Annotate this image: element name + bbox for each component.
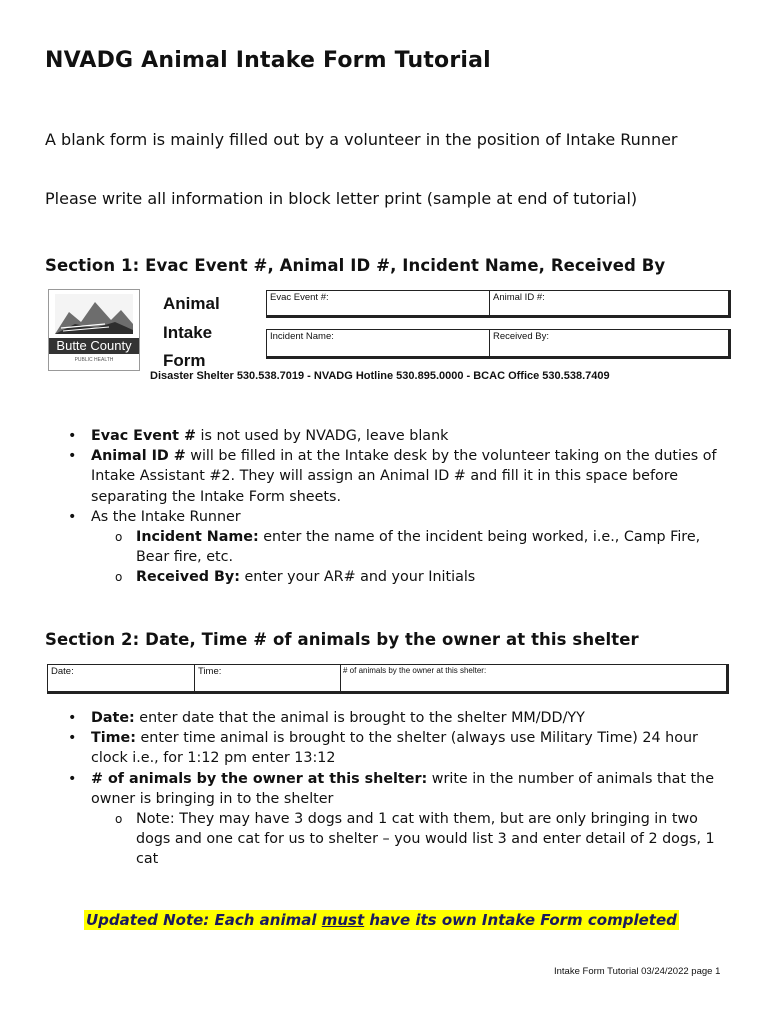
evac-event-label: Evac Event #: [270, 292, 329, 303]
form-word-animal: Animal [163, 294, 220, 313]
logo-subtext: PUBLIC HEALTH [74, 357, 114, 363]
updated-note: Updated Note: Each animal must have its own Intake Form completed [86, 911, 677, 929]
section-1-heading: Section 1: Evac Event #, Animal ID #, Incident Name, Received By [45, 256, 666, 275]
section-1-sub-list [91, 527, 736, 588]
hotline-numbers: Disaster Shelter 530.538.7019 - NVADG Hotline 530.895.0000 - BCAC Office 530.538.7409 [150, 370, 610, 382]
num-animals-label: # of animals by the owner at this shelter: [343, 666, 487, 675]
logo-text: Butte County [49, 338, 139, 354]
list-item: • Date: enter date that the animal is brought to the shelter MM/DD/YY [66, 708, 736, 728]
date-time-animals-row [47, 664, 729, 694]
list-item: • # of animals by the owner at this shelter: write in the number of animals that the owner is bringing in to the shelter o Note: They may have 3 dogs and 1 cat with them, but are only bringing in two dogs and one cat for us to shelter – you would list 3 and enter detail of 2 dogs, 1 cat [66, 769, 736, 870]
list-item: o Received By: enter your AR# and your Initials [91, 567, 736, 587]
mountain-icon [55, 294, 133, 334]
emphasis-must: must [321, 911, 365, 929]
list-item: • Time: enter time animal is brought to the shelter (always use Military Time) 24 hour clock i.e., for 1:12 pm enter 13:12 [66, 728, 736, 768]
list-item: o Incident Name: enter the name of the incident being worked, i.e., Camp Fire, Bear fire, etc. [91, 527, 736, 567]
section-1-bullet-list [66, 426, 736, 588]
list-item: • As the Intake Runner o Incident Name: enter the name of the incident being worked, i.e., Camp Fire, Bear fire, etc. o Received By: enter your AR# and your Initials [66, 507, 736, 588]
incident-name-label: Incident Name: [270, 331, 334, 342]
animal-id-label: Animal ID #: [493, 292, 545, 303]
time-label: Time: [198, 666, 222, 677]
received-by-label: Received By: [493, 331, 549, 342]
list-item: o Note: They may have 3 dogs and 1 cat with them, but are only bringing in two dogs and one cat for us to shelter – you would list 3 and enter detail of 2 dogs, 1 cat [91, 809, 736, 870]
list-item: • Evac Event # is not used by NVADG, leave blank [66, 426, 736, 446]
date-label: Date: [51, 666, 74, 677]
incident-received-row [266, 329, 731, 359]
evac-event-animal-id-row [266, 290, 731, 318]
section-2-heading: Section 2: Date, Time # of animals by the owner at this shelter [45, 630, 639, 649]
page-footer: Intake Form Tutorial 03/24/2022 page 1 [554, 966, 721, 977]
section-2-sub-list [91, 809, 736, 870]
form-word-intake: Intake [163, 323, 213, 342]
intro-paragraph-2: Please write all information in block letter print (sample at end of tutorial) [45, 189, 638, 208]
list-item: • Animal ID # will be filled in at the Intake desk by the volunteer taking on the duties of Intake Assistant #2. They will assign an Animal ID # and fill it in this space before separating the Intake Form sheets. [66, 446, 736, 507]
form-word-form: Form [163, 351, 206, 370]
intro-paragraph-1: A blank form is mainly filled out by a volunteer in the position of Intake Runner [45, 130, 678, 149]
section-2-bullet-list [66, 708, 736, 870]
butte-county-logo [48, 289, 140, 371]
page-title: NVADG Animal Intake Form Tutorial [45, 48, 491, 73]
